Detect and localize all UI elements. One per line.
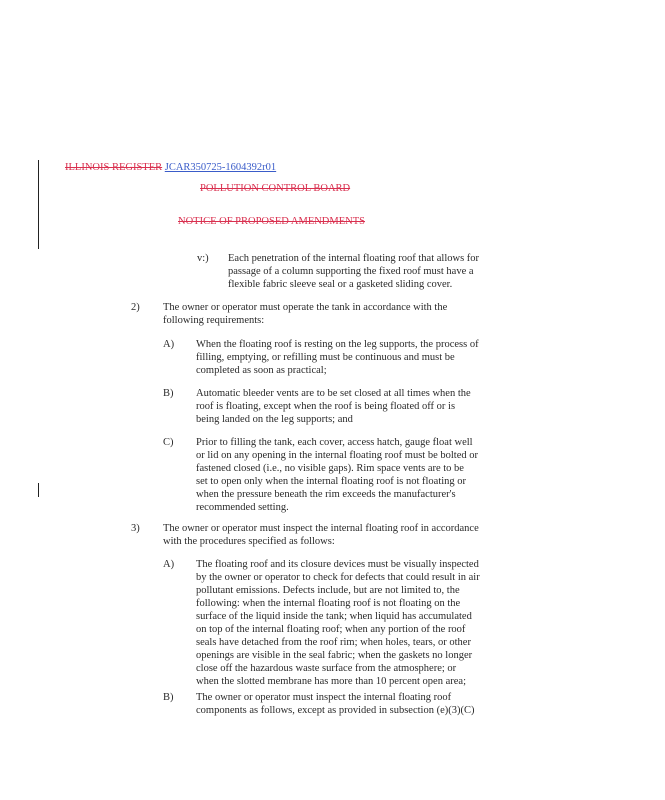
register-struck-text: ILLINOIS REGISTER [65, 162, 163, 173]
text-line: openings are visible in the seal fabric; when the gaskets no longer [196, 650, 473, 661]
text-line: When the floating roof is resting on the leg supports, the process of [196, 339, 479, 350]
text-line: components as follows, except as provided in subsection (e)(3)(C) [196, 705, 475, 716]
item-3a-text [196, 558, 480, 688]
text-line: Each penetration of the internal floating roof that allows for [228, 253, 480, 264]
item-2a-text [196, 338, 479, 377]
text-line: on top of the internal floating roof; when any portion of the roof [196, 624, 466, 635]
text-line: when the pressure beneath the rim exceeds the manufacturer's [196, 489, 456, 500]
text-line: passage of a column supporting the fixed roof must have a [228, 266, 474, 277]
text-line: close off the hazardous waste surface from the atmosphere; or [196, 663, 457, 674]
text-line: roof is floating, except when the roof is being floated off or is [196, 401, 456, 412]
board-header [200, 183, 350, 195]
change-bar-top [38, 160, 39, 249]
board-title: POLLUTION CONTROL BOARD [200, 183, 351, 194]
item-3b-label: B) [163, 692, 174, 703]
item-2b-label: B) [163, 388, 174, 399]
item-v-text [228, 252, 479, 291]
text-line: recommended setting. [196, 502, 289, 513]
text-line: fastened closed (i.e., no visible gaps). Rim space vents are to be [196, 463, 464, 474]
text-line: pollutant emissions. Defects include, but are not limited to, the [196, 585, 460, 596]
text-line: The owner or operator must operate the tank in accordance with the [163, 302, 448, 313]
item-2-label: 2) [131, 302, 140, 313]
text-line: The owner or operator must inspect the internal floating roof in accordance [163, 523, 479, 534]
item-2c-label: C) [163, 437, 174, 448]
item-3a-label: A) [163, 559, 175, 570]
text-line: set to open only when the internal floating roof is not floating or [196, 476, 467, 487]
text-line: seals have detached from the roof rim; when holes, tears, or other [196, 637, 471, 648]
change-bar-middle [38, 483, 39, 497]
text-line: being landed on the leg supports; and [196, 414, 353, 425]
text-line: Prior to filling the tank, each cover, access hatch, gauge float well [196, 437, 473, 448]
item-3-label: 3) [131, 523, 140, 534]
text-line: following requirements: [163, 315, 265, 326]
item-2c-text [196, 436, 478, 514]
register-header [65, 162, 276, 174]
item-2b-text [196, 387, 471, 426]
text-line: when the slotted membrane has more than 10 percent open area; [196, 676, 466, 687]
text-line: by the owner or operator to check for defects that could result in air [196, 572, 480, 583]
item-2a-label: A) [163, 339, 175, 350]
text-line: filling, emptying, or refilling must be continuous and must be [196, 352, 455, 363]
text-line: The floating roof and its closure devices must be visually inspected [196, 559, 479, 570]
notice-header [178, 216, 365, 228]
text-line: Automatic bleeder vents are to be set closed at all times when the [196, 388, 471, 399]
text-line: The owner or operator must inspect the internal floating roof [196, 692, 452, 703]
item-2-text [163, 301, 447, 327]
text-line: flexible fabric sleeve seal or a gasketed sliding cover. [228, 279, 453, 290]
text-line: completed as soon as practical; [196, 365, 327, 376]
item-v-label: v:) [197, 253, 209, 264]
text-line: surface of the liquid inside the tank; when liquid has accumulated [196, 611, 472, 622]
item-3b-text [196, 691, 474, 717]
text-line: with the procedures specified as follows: [163, 536, 335, 547]
notice-title: NOTICE OF PROPOSED AMENDMENTS [178, 216, 365, 227]
item-3-text [163, 522, 479, 548]
text-line: or lid on any opening in the internal floating roof must be bolted or [196, 450, 478, 461]
register-inserted-text: JCAR350725-1604392r01 [164, 162, 277, 173]
text-line: following: when the internal floating roof is not floating on the [196, 598, 461, 609]
